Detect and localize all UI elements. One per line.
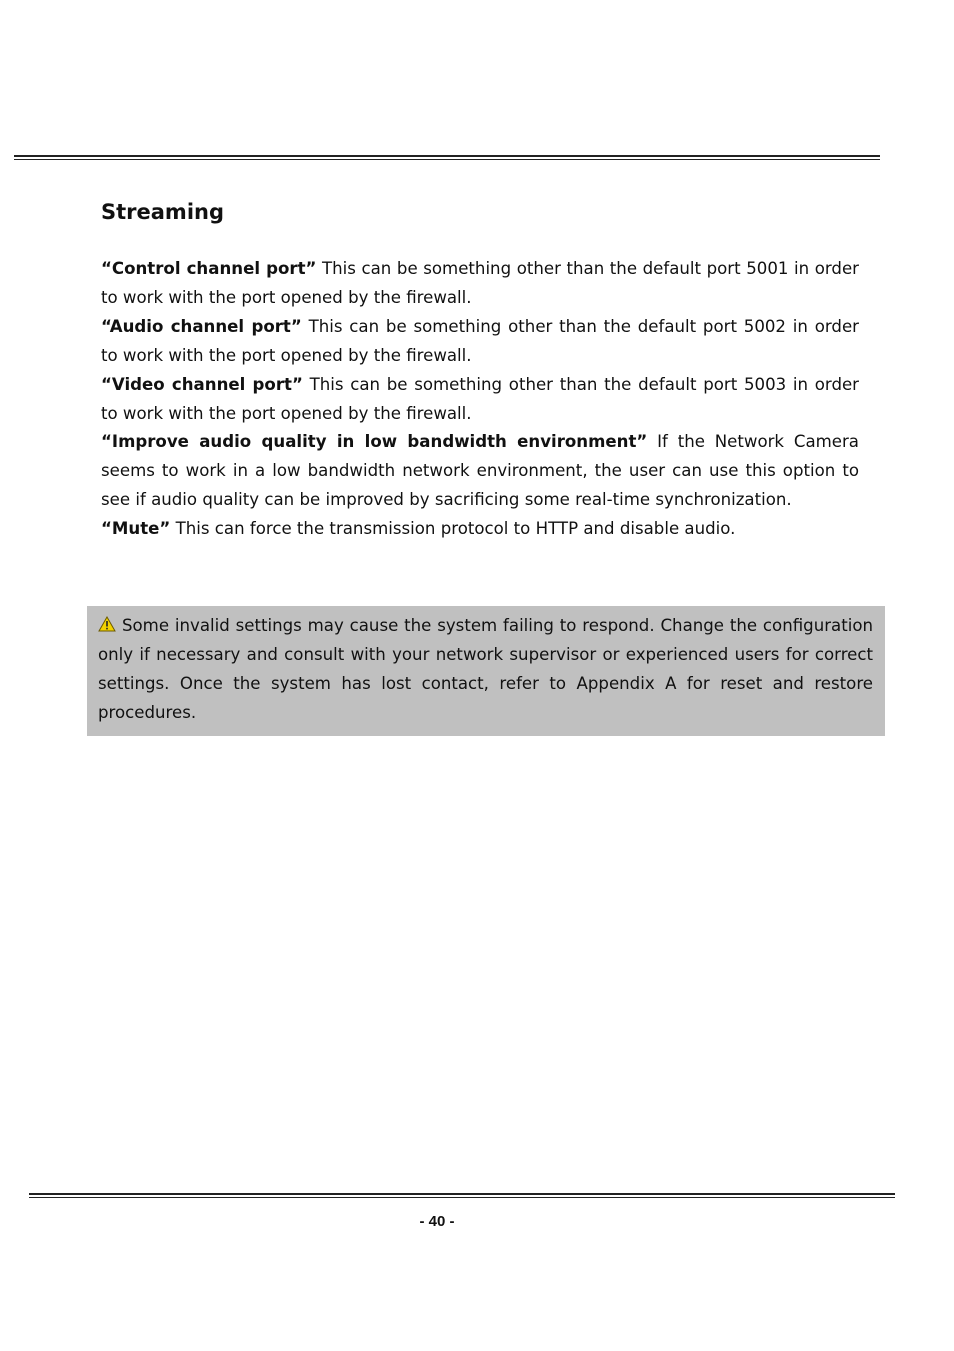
footer-rule [29, 1193, 895, 1198]
term-video-channel-port: “Video channel port” [101, 374, 303, 394]
warning-note-text-block [98, 612, 873, 728]
term-audio-channel-port: “Audio channel port” [101, 316, 302, 336]
description-video-channel-port: This can be something other than the default port 5003 in order to work with the port opened by the firewall. [101, 374, 860, 423]
paragraph-mute [101, 515, 859, 544]
section-heading: Streaming [101, 200, 224, 224]
description-control-channel-port: This can be something other than the default port 5001 in order to work with the port opened by the firewall. [101, 259, 860, 307]
warning-icon [98, 613, 116, 629]
paragraph-video-channel-port [101, 371, 859, 429]
description-audio-channel-port: This can be something other than the default port 5002 in order to work with the port opened by the firewall. [101, 316, 859, 365]
settings-description [101, 255, 859, 544]
paragraph-control-channel-port [101, 255, 859, 313]
page-number: - 40 - [419, 1213, 455, 1230]
warning-note-text: Some invalid settings may cause the system failing to respond. Change the configuration only if necessary and consult with your network supervisor or experienced users for correct settings. Once the system has lost contact, refer to Appendix A for reset and restore procedures. [98, 616, 873, 722]
header-rule [14, 155, 880, 160]
paragraph-improve-audio-quality [101, 428, 859, 515]
term-mute: “Mute” [101, 519, 171, 539]
paragraph-audio-channel-port [101, 313, 859, 371]
description-mute: This can force the transmission protocol to HTTP and disable audio. [170, 519, 736, 539]
warning-note [87, 606, 885, 736]
description-improve-audio-quality: If the Network Camera seems to work in a low bandwidth network environment, the user can use this option to see if audio quality can be improved by sacrificing some real-time synchronization. [101, 432, 859, 510]
term-control-channel-port: “Control channel port” [101, 259, 317, 278]
term-improve-audio-quality: “Improve audio quality in low bandwidth environment” [101, 432, 648, 452]
